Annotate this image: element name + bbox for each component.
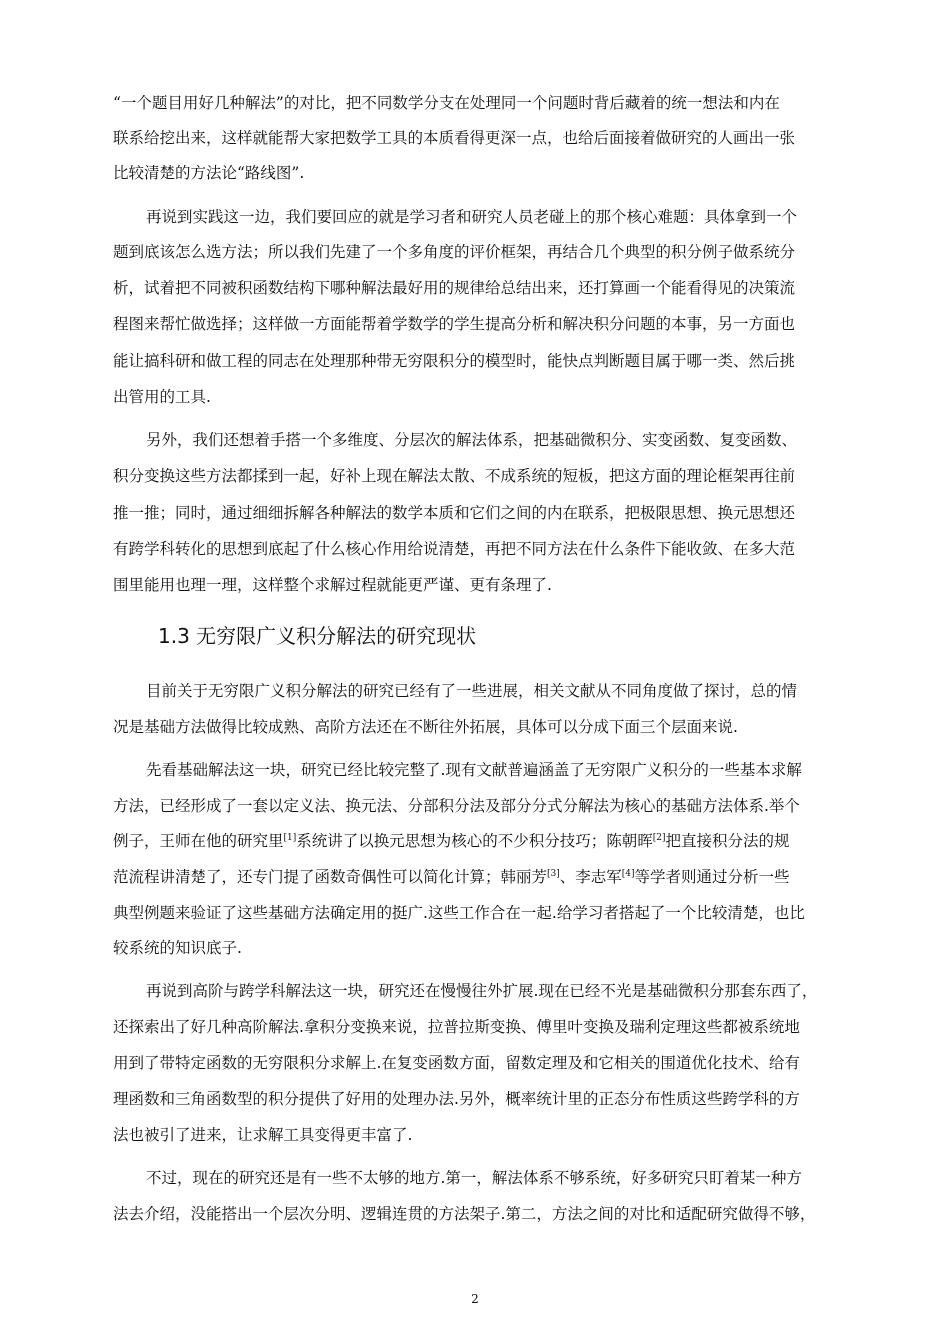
body-text-line: 再说到高阶与跨学科解法这一块，研究还在慢慢往外扩展.现在已经不光是基础微积分那套东西了， [146,982,818,1000]
body-text-line: 法也被引了进来，让求解工具变得更丰富了. [113,1126,413,1144]
body-text-line: 典型例题来验证了这些基础方法确定用的挺广.这些工作合在一起.给学习者搭起了一个比较清楚，也比 [113,904,805,922]
text-segment: 系统讲了以换元思想为核心的不少积分技巧；陈朝晖 [296,832,653,850]
text-segment: 把直接积分法的规 [665,832,790,850]
citation-ref: [1] [283,832,297,843]
section-heading: 1.3 无穷限广义积分解法的研究现状 [158,624,477,648]
body-text-line: 用到了带特定函数的无穷限积分求解上.在复变函数方面，留数定理及和它相关的围道优化技术、给有 [113,1054,800,1072]
body-text-line: “一个题目用好几种解法”的对比，把不同数学分支在处理同一个问题时背后藏着的统一想法和内在 [113,94,780,112]
body-text-line: 另外，我们还想着手搭一个多维度、分层次的解法体系，把基础微积分、实变函数、复变函数、 [146,431,798,449]
body-text-line: 理函数和三角函数型的积分提供了好用的处理办法.另外，概率统计里的正态分布性质这些跨学科的方 [113,1090,800,1108]
body-text-line: 联系给挖出来，这样就能帮大家把数学工具的本质看得更深一点，也给后面接着做研究的人画出一张 [113,129,796,147]
body-text-line: 较系统的知识底子. [113,939,242,957]
citation-ref: [3] [547,868,560,879]
body-text-line-with-citations [113,830,790,852]
text-segment: 、李志军 [559,868,622,886]
body-text-line: 方法，已经形成了一套以定义法、换元法、分部积分法及部分分式分解法为核心的基础方法体系.举个 [113,797,800,815]
body-text-line: 推一推；同时，通过细细拆解各种解法的数学本质和它们之间的内在联系，把极限思想、换元思想还 [113,504,796,522]
text-segment: 范流程讲清楚了，还专门提了函数奇偶性可以简化计算；韩丽芳 [113,868,548,886]
body-text-line: 不过，现在的研究还是有一些不太够的地方.第一，解法体系不够系统，好多研究只盯着某一种方 [146,1169,802,1187]
body-text-line: 能让搞科研和做工程的同志在处理那种带无穷限积分的模型时，能快点判断题目属于哪一类、然后挑 [113,352,796,370]
body-text-line: 还探索出了好几种高阶解法.拿积分变换来说，拉普拉斯变换、傅里叶变换及瑞利定理这些都被系统地 [113,1018,800,1036]
body-text-line: 有跨学科转化的思想到底起了什么核心作用给说清楚，再把不同方法在什么条件下能收敛、在多大范 [113,540,796,558]
body-text-line: 题到底该怎么选方法；所以我们先建了一个多角度的评价框架，再结合几个典型的积分例子做系统分 [113,243,796,261]
body-text-line: 再说到实践这一边，我们要回应的就是学习者和研究人员老碰上的那个核心难题：具体拿到一个 [146,208,798,226]
body-text-line: 况是基础方法做得比较成熟、高阶方法还在不断往外拓展，具体可以分成下面三个层面来说. [113,718,738,736]
body-text-line: 析，试着把不同被积函数结构下哪种解法最好用的规律给总结出来，还打算画一个能看得见的决策流 [113,279,796,297]
body-text-line: 围里能用也理一理，这样整个求解过程就能更严谨、更有条理了. [113,576,552,594]
text-segment: 例子，王师在他的研究里 [113,832,284,850]
page-number: 2 [471,1292,479,1306]
citation-ref: [2] [652,832,666,843]
body-text-line: 法去介绍，没能搭出一个层次分明、逻辑连贯的方法架子.第二，方法之间的对比和适配研究做得不够， [113,1205,816,1223]
body-text-line: 比较清楚的方法论“路线图”. [113,164,305,182]
text-segment: 等学者则通过分析一些 [634,868,790,886]
citation-ref: [4] [621,868,635,879]
body-text-line: 程图来帮忙做选择；这样做一方面能帮着学数学的学生提高分析和解决积分问题的本事，另一方面也 [113,315,796,333]
body-text-line: 目前关于无穷限广义积分解法的研究已经有了一些进展，相关文献从不同角度做了探讨，总的情 [146,682,798,700]
body-text-line: 积分变换这些方法都揉到一起，好补上现在解法太散、不成系统的短板，把这方面的理论框架再往前 [113,467,796,485]
body-text-line: 出管用的工具. [113,388,211,406]
body-text-line: 先看基础解法这一块，研究已经比较完整了.现有文献普遍涵盖了无穷限广义积分的一些基本求解 [146,761,802,779]
body-text-line-with-citations [113,866,790,888]
